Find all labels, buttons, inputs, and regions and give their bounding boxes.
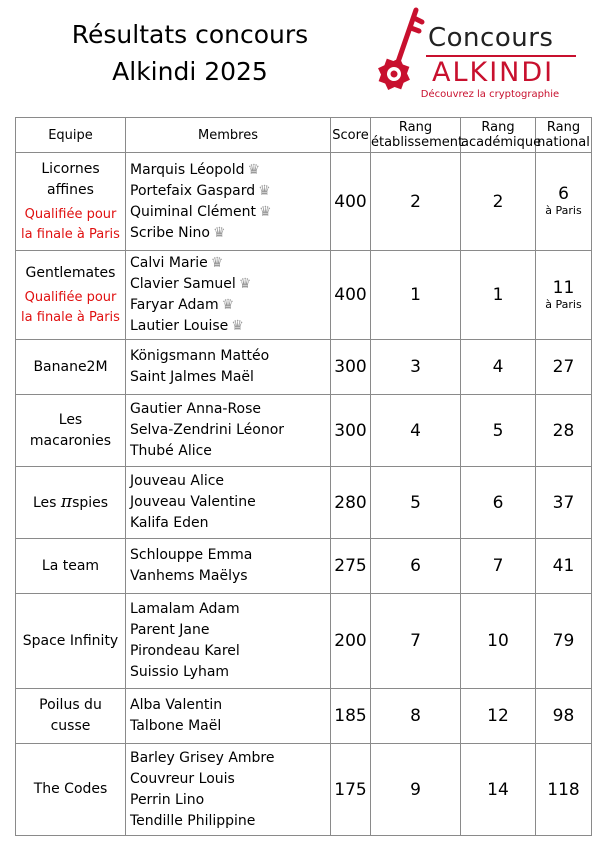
members-cell (126, 594, 331, 689)
logo-concours-text: Concours (428, 23, 554, 53)
score-cell: 185 (331, 689, 371, 744)
table-row (16, 153, 592, 251)
team-name: Licornes affines (41, 160, 100, 198)
rang-acad-cell: 4 (461, 340, 536, 395)
member-name: Königsmann Mattéo (130, 348, 270, 364)
table-row (16, 395, 592, 467)
members-cell (126, 340, 331, 395)
team-name-cell: Banane2M (16, 340, 126, 395)
member-name: Jouveau Alice (130, 473, 225, 489)
score-cell: 175 (331, 744, 371, 836)
score-cell: 300 (331, 340, 371, 395)
member-name (130, 223, 326, 244)
member-name (130, 316, 326, 337)
team-name-cell (16, 251, 126, 340)
team-name-cell: La team (16, 539, 126, 594)
header-rang-academique (461, 118, 542, 153)
team-name-prefix: Les (32, 494, 57, 511)
team-name: Gentlemates (25, 264, 116, 281)
member-name: Perrin Lino (130, 791, 205, 808)
header-rang-acad-line1: Rang (481, 120, 515, 135)
member-text: Lautier Louise (130, 318, 229, 334)
member-name: Gautier Anna-Rose (130, 401, 262, 417)
rang-etab-cell: 2 (371, 153, 461, 251)
crown-icon: ♛ (258, 182, 271, 199)
members-cell (126, 689, 331, 744)
rang-nat-cell (536, 251, 592, 340)
title-line-2: Alkindi 2025 (112, 57, 268, 86)
member-name: Couvreur Louis (130, 770, 235, 787)
member-name: Parent Jane (130, 622, 210, 638)
member-name (130, 274, 326, 295)
header-rang-etab-line1: Rang (398, 120, 433, 135)
rang-acad-cell: 7 (461, 539, 536, 594)
member-text: Clavier Samuel (130, 276, 236, 292)
member-text: Quiminal Clément (130, 203, 256, 220)
score-cell: 300 (331, 395, 371, 467)
rang-acad-cell: 1 (461, 251, 536, 340)
header-score: Score (331, 118, 371, 153)
key-icon (376, 4, 436, 94)
team-name-cell (16, 153, 126, 251)
header-membres: Membres (126, 118, 331, 153)
member-name: Talbone Maël (130, 718, 222, 734)
score-cell: 400 (331, 251, 371, 340)
rang-nat-cell (536, 153, 592, 251)
rang-nat-cell: 118 (536, 744, 592, 836)
table-row (16, 340, 592, 395)
rang-etab-cell: 5 (371, 467, 461, 539)
rang-nat-value: 6 (558, 184, 569, 204)
team-name-line2: macaronies (29, 432, 112, 449)
qualified-note-line1: Qualifiée pour (24, 206, 117, 222)
member-name: Kalifa Eden (130, 515, 209, 531)
member-name (130, 181, 326, 202)
crown-icon: ♛ (247, 161, 261, 178)
members-cell (126, 744, 331, 836)
members-cell (126, 153, 331, 251)
member-name: Alba Valentin (130, 697, 223, 713)
header-rang-etab-line2: établissement (371, 135, 464, 150)
score-cell: 400 (331, 153, 371, 251)
header-rang-national (536, 118, 592, 153)
member-text: Calvi Marie (130, 255, 208, 271)
member-name (130, 160, 326, 181)
qualified-note-line2: la finale à Paris (21, 309, 120, 325)
member-name (130, 253, 326, 274)
rang-etab-cell: 6 (371, 539, 461, 594)
member-name (130, 295, 326, 316)
members-cell (126, 539, 331, 594)
rang-acad-cell: 5 (461, 395, 536, 467)
header-equipe: Equipe (16, 118, 126, 153)
member-text: Portefaix Gaspard (130, 182, 256, 199)
score-cell: 200 (331, 594, 371, 689)
members-cell (126, 251, 331, 340)
logo-alkindi-text: ALKINDI (432, 57, 555, 88)
team-name-line1: Les (58, 411, 83, 428)
member-name: Vanhems Maëlys (130, 568, 248, 584)
rang-acad-cell: 10 (461, 594, 536, 689)
rang-acad-cell: 12 (461, 689, 536, 744)
crown-icon: ♛ (231, 318, 244, 334)
member-name: Saint Jalmes Maël (130, 369, 254, 385)
results-table (15, 117, 592, 836)
member-text: Faryar Adam (130, 297, 219, 313)
qualified-note (18, 288, 123, 328)
member-text: Scribe Nino (130, 224, 210, 241)
rang-acad-cell: 14 (461, 744, 536, 836)
rang-nat-cell: 28 (536, 395, 592, 467)
table-row (16, 467, 592, 539)
table-row (16, 539, 592, 594)
team-name-cell: The Codes (16, 744, 126, 836)
members-cell (126, 467, 331, 539)
alkindi-logo (376, 4, 576, 102)
team-name-cell (16, 467, 126, 539)
crown-icon: ♛ (210, 255, 224, 271)
paris-note: à Paris (545, 204, 582, 217)
member-name: Suissio Lyham (130, 664, 230, 680)
paris-note: à Paris (545, 297, 582, 311)
rang-etab-cell: 7 (371, 594, 461, 689)
member-name: Selva-Zendrini Léonor (130, 422, 285, 438)
rang-nat-cell: 79 (536, 594, 592, 689)
crown-icon: ♛ (259, 203, 272, 220)
score-cell: 275 (331, 539, 371, 594)
logo-tagline: Découvrez la cryptographie (420, 89, 560, 100)
member-name: Lamalam Adam (130, 601, 240, 617)
member-text: Marquis Léopold (130, 161, 245, 178)
header-rang-nat-line1: Rang (546, 120, 581, 135)
qualified-note-line2: la finale à Paris (21, 226, 120, 242)
header-row (16, 118, 592, 153)
header-rang-nat-line2: national (537, 135, 590, 150)
member-name: Tendille Philippine (130, 812, 256, 829)
rang-etab-cell: 4 (371, 395, 461, 467)
members-cell (126, 395, 331, 467)
crown-icon: ♛ (238, 276, 252, 292)
member-name: Jouveau Valentine (130, 494, 256, 510)
rang-nat-cell: 98 (536, 689, 592, 744)
team-name-cell: Poilus du cusse (16, 689, 126, 744)
rang-etab-cell: 3 (371, 340, 461, 395)
rang-acad-cell: 2 (461, 153, 536, 251)
rang-nat-cell: 27 (536, 340, 592, 395)
member-name: Barley Grisey Ambre (130, 749, 275, 766)
member-name: Schlouppe Emma (130, 547, 253, 563)
qualified-note (18, 205, 123, 245)
team-name-cell (16, 395, 126, 467)
pi-symbol: π (60, 491, 73, 512)
table-row (16, 251, 592, 340)
title-line-1: Résultats concours (71, 20, 309, 49)
header-rang-etablissement (371, 118, 464, 153)
rang-etab-cell: 1 (371, 251, 461, 340)
member-name: Thubé Alice (130, 443, 212, 459)
rang-nat-cell: 41 (536, 539, 592, 594)
team-name-cell: Space Infinity (16, 594, 126, 689)
member-name (130, 202, 326, 223)
rang-nat-value: 11 (552, 277, 575, 298)
rang-nat-cell: 37 (536, 467, 592, 539)
crown-icon: ♛ (221, 297, 235, 313)
qualified-note-line1: Qualifiée pour (24, 289, 117, 305)
crown-icon: ♛ (212, 224, 226, 241)
table-row (16, 689, 592, 744)
member-name: Pirondeau Karel (130, 643, 240, 659)
score-cell: 280 (331, 467, 371, 539)
team-name-suffix: spies (72, 494, 109, 511)
rang-etab-cell: 8 (371, 689, 461, 744)
page-title (40, 16, 340, 90)
header-rang-acad-line2: académique (461, 135, 542, 150)
table-row (16, 594, 592, 689)
rang-etab-cell: 9 (371, 744, 461, 836)
rang-acad-cell: 6 (461, 467, 536, 539)
table-row (16, 744, 592, 836)
